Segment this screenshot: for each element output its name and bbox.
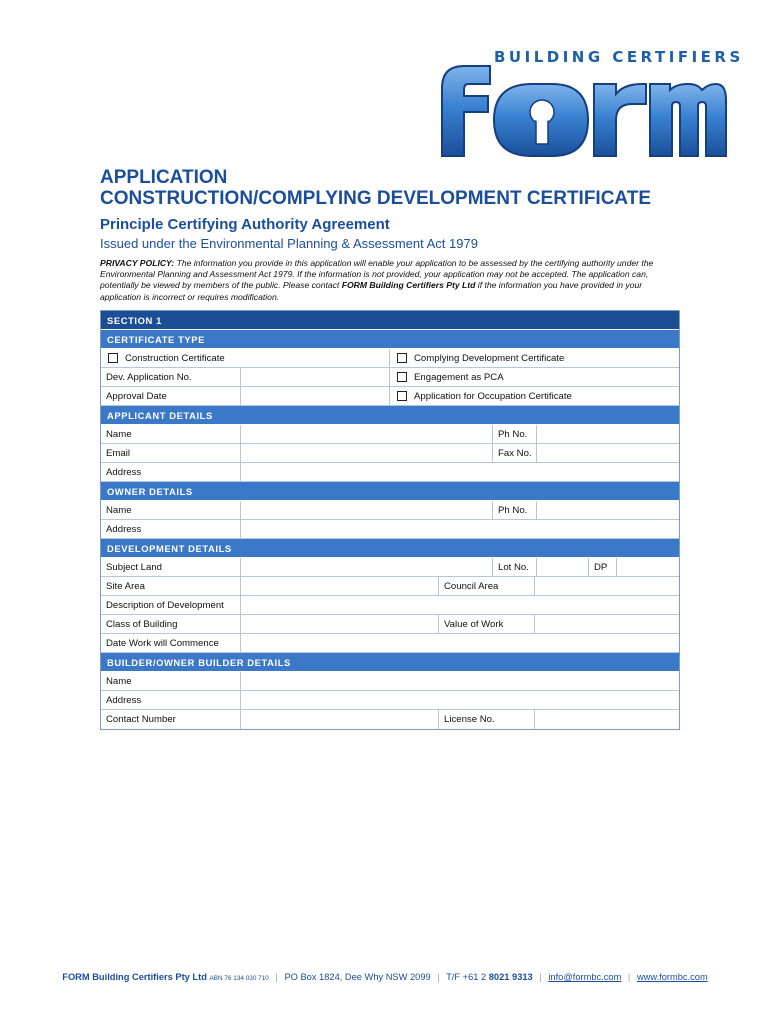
council-area-label: Council Area bbox=[439, 577, 535, 595]
class-of-building-label: Class of Building bbox=[101, 615, 241, 633]
value-of-work-field[interactable] bbox=[535, 615, 679, 633]
builder-name-field[interactable] bbox=[241, 672, 679, 690]
certificate-type-header: CERTIFICATE TYPE bbox=[101, 330, 679, 349]
engagement-pca-checkbox[interactable] bbox=[397, 372, 407, 382]
application-form bbox=[100, 310, 680, 730]
description-label: Description of Development bbox=[101, 596, 241, 614]
privacy-policy bbox=[100, 258, 675, 303]
complying-certificate-checkbox[interactable] bbox=[397, 353, 407, 363]
applicant-fax-field[interactable] bbox=[537, 444, 679, 462]
builder-address-field[interactable] bbox=[241, 691, 679, 709]
council-area-field[interactable] bbox=[535, 577, 679, 595]
builder-name-label: Name bbox=[101, 672, 241, 690]
owner-phone-label: Ph No. bbox=[493, 501, 537, 519]
owner-name-field[interactable] bbox=[241, 501, 493, 519]
value-of-work-label: Value of Work bbox=[439, 615, 535, 633]
site-area-field[interactable] bbox=[241, 577, 439, 595]
form-row bbox=[101, 710, 679, 729]
dev-application-no-label: Dev. Application No. bbox=[101, 368, 241, 386]
heading-certificate: CONSTRUCTION/COMPLYING DEVELOPMENT CERTIFICATE bbox=[100, 188, 652, 209]
footer-email-link[interactable]: info@formbc.com bbox=[548, 972, 622, 982]
contact-number-field[interactable] bbox=[241, 710, 439, 729]
form-row bbox=[101, 672, 679, 691]
site-area-label: Site Area bbox=[101, 577, 241, 595]
form-row bbox=[101, 387, 679, 406]
form-row bbox=[101, 691, 679, 710]
form-row bbox=[101, 520, 679, 539]
dp-field[interactable] bbox=[617, 558, 679, 576]
owner-phone-field[interactable] bbox=[537, 501, 679, 519]
footer-separator: | bbox=[627, 972, 631, 982]
approval-date-field[interactable] bbox=[241, 387, 390, 405]
heading-issued-under: Issued under the Environmental Planning & Assessment Act 1979 bbox=[100, 236, 478, 251]
page-footer bbox=[0, 972, 770, 982]
applicant-name-label: Name bbox=[101, 425, 241, 443]
section-1-header: SECTION 1 bbox=[101, 311, 679, 330]
privacy-text-2: if the information you have provided in your application is incorrect or requires modification. bbox=[100, 280, 643, 302]
privacy-text-1: The information you provide in this application will enable your application to be assessed by the certifying authority under the Environmental Planning and Assessment Act 1979. If the information is not provided, your application may not be accepted. The application can, potentially be viewed by members of the public. Please contact bbox=[100, 258, 654, 291]
form-row bbox=[101, 558, 679, 577]
description-field[interactable] bbox=[241, 596, 679, 614]
owner-details-header: OWNER DETAILS bbox=[101, 482, 679, 501]
occupation-certificate-label: Application for Occupation Certificate bbox=[414, 390, 572, 402]
builder-details-header: BUILDER/OWNER BUILDER DETAILS bbox=[101, 653, 679, 672]
applicant-phone-field[interactable] bbox=[537, 425, 679, 443]
license-no-field[interactable] bbox=[535, 710, 679, 729]
footer-phone-prefix: T/F +61 2 bbox=[446, 972, 489, 982]
form-row bbox=[101, 596, 679, 615]
complying-certificate-option[interactable] bbox=[390, 349, 679, 367]
form-row bbox=[101, 463, 679, 482]
construction-certificate-option[interactable] bbox=[101, 349, 390, 367]
contact-number-label: Contact Number bbox=[101, 710, 241, 729]
class-of-building-field[interactable] bbox=[241, 615, 439, 633]
builder-address-label: Address bbox=[101, 691, 241, 709]
complying-certificate-label: Complying Development Certificate bbox=[414, 352, 565, 364]
lot-no-field[interactable] bbox=[537, 558, 589, 576]
applicant-address-label: Address bbox=[101, 463, 241, 481]
subject-land-field[interactable] bbox=[241, 558, 493, 576]
applicant-email-label: Email bbox=[101, 444, 241, 462]
construction-certificate-checkbox[interactable] bbox=[108, 353, 118, 363]
applicant-phone-label: Ph No. bbox=[493, 425, 537, 443]
date-commence-field[interactable] bbox=[241, 634, 679, 652]
occupation-certificate-option[interactable] bbox=[390, 387, 679, 405]
footer-separator: | bbox=[275, 972, 278, 982]
applicant-email-field[interactable] bbox=[241, 444, 493, 462]
dev-application-no-field[interactable] bbox=[241, 368, 390, 386]
form-row bbox=[101, 368, 679, 387]
applicant-fax-label: Fax No. bbox=[493, 444, 537, 462]
form-row bbox=[101, 425, 679, 444]
form-row bbox=[101, 444, 679, 463]
heading-pca-agreement: Principle Certifying Authority Agreement bbox=[100, 216, 390, 233]
footer-separator: | bbox=[437, 972, 440, 982]
footer-separator: | bbox=[539, 972, 542, 982]
footer-company: FORM Building Certifiers Pty Ltd bbox=[62, 972, 207, 982]
engagement-pca-option[interactable] bbox=[390, 368, 679, 386]
lot-no-label: Lot No. bbox=[493, 558, 537, 576]
development-details-header: DEVELOPMENT DETAILS bbox=[101, 539, 679, 558]
approval-date-label: Approval Date bbox=[101, 387, 241, 405]
form-row bbox=[101, 634, 679, 653]
footer-website-link[interactable]: www.formbc.com bbox=[636, 972, 708, 982]
applicant-name-field[interactable] bbox=[241, 425, 493, 443]
engagement-pca-label: Engagement as PCA bbox=[414, 371, 504, 383]
form-row bbox=[101, 501, 679, 520]
dp-label: DP bbox=[589, 558, 617, 576]
occupation-certificate-checkbox[interactable] bbox=[397, 391, 407, 401]
owner-address-label: Address bbox=[101, 520, 241, 538]
company-logo bbox=[432, 44, 744, 160]
form-row bbox=[101, 615, 679, 634]
date-commence-label: Date Work will Commence bbox=[101, 634, 241, 652]
heading-application: APPLICATION bbox=[100, 167, 228, 188]
footer-po-box: PO Box 1824, Dee Why NSW 2099 bbox=[284, 972, 431, 982]
owner-name-label: Name bbox=[101, 501, 241, 519]
owner-address-field[interactable] bbox=[241, 520, 679, 538]
subject-land-label: Subject Land bbox=[101, 558, 241, 576]
form-row bbox=[101, 349, 679, 368]
license-no-label: License No. bbox=[439, 710, 535, 729]
footer-phone-number: 8021 9313 bbox=[488, 972, 533, 982]
construction-certificate-label: Construction Certificate bbox=[125, 352, 225, 364]
footer-abn: ABN 76 134 030 710 bbox=[209, 975, 269, 982]
form-row bbox=[101, 577, 679, 596]
logo-subtitle: BUILDING CERTIFIERS bbox=[494, 48, 744, 66]
applicant-address-field[interactable] bbox=[241, 463, 679, 481]
privacy-company: FORM Building Certifiers Pty Ltd bbox=[341, 280, 476, 291]
privacy-label: PRIVACY POLICY: bbox=[100, 258, 175, 268]
applicant-details-header: APPLICANT DETAILS bbox=[101, 406, 679, 425]
